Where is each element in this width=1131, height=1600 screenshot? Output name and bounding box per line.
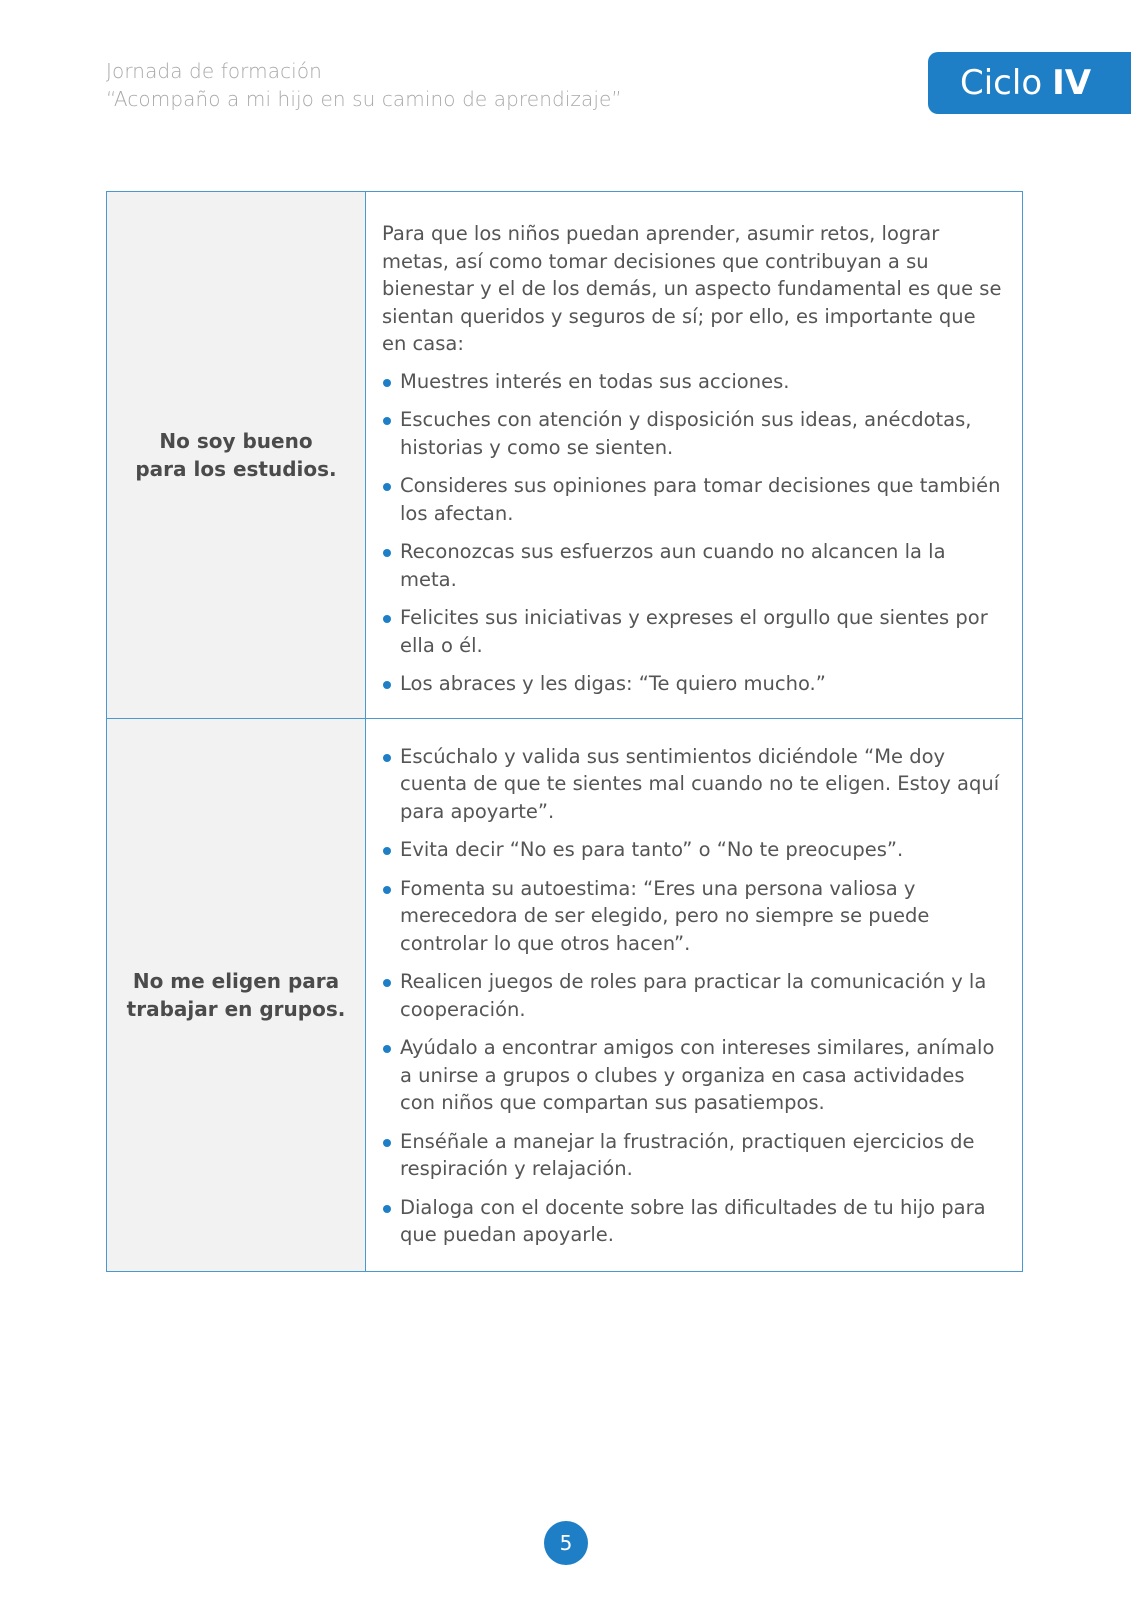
- list-item: [382, 1194, 1002, 1249]
- cycle-badge: [928, 52, 1131, 114]
- list-item-text: Escuches con atención y disposición sus ideas, anécdotas, historias y como se sienten.: [400, 408, 972, 459]
- bullet-icon: [383, 1205, 391, 1213]
- row-label-line: para los estudios.: [135, 456, 337, 481]
- list-item: [382, 472, 1002, 527]
- list-item: [382, 406, 1002, 461]
- list-item-text: Ayúdalo a encontrar amigos con intereses similares, anímalo a unirse a grupos o clubes y organiza en casa actividades con niños que compartan sus pasatiempos.: [400, 1036, 995, 1114]
- list-item-text: Los abraces y les digas: “Te quiero mucho.”: [400, 672, 826, 695]
- intro-paragraph: Para que los niños puedan aprender, asumir retos, lograr metas, así como tomar decisiones que contribuyan a su bienestar y el de los demás, un aspecto fundamental es que se sientan queridos y seguros de sí; por ello, es importante que en casa:: [382, 222, 1002, 355]
- bullet-icon: [383, 1045, 391, 1053]
- bullet-icon: [383, 847, 391, 855]
- page-number: 5: [544, 1521, 588, 1565]
- list-item: [382, 1128, 1002, 1183]
- list-item-text: Dialoga con el docente sobre las dificultades de tu hijo para que puedan apoyarle.: [400, 1195, 986, 1246]
- list-item: [382, 968, 1002, 1023]
- document-header: [106, 57, 622, 113]
- list-item: [382, 875, 1002, 958]
- bullet-icon: [383, 379, 391, 387]
- list-item: [382, 670, 1002, 698]
- list-item: [382, 368, 1002, 396]
- list-item-text: Consideres sus opiniones para tomar decisiones que también los afectan.: [400, 474, 1001, 525]
- bullet-icon: [383, 754, 391, 762]
- row-label-cell: [107, 192, 366, 719]
- list-item: [382, 538, 1002, 593]
- list-item-text: Evita decir “No es para tanto” o “No te preocupes”.: [400, 838, 904, 861]
- bullet-icon: [383, 886, 391, 894]
- bullet-icon: [383, 1139, 391, 1147]
- list-item-text: Escúchalo y valida sus sentimientos diciéndole “Me doy cuenta de que te sientes mal cuando no te eligen. Estoy aquí para apoyarte”.: [400, 744, 1000, 823]
- row-label-line: No soy bueno: [159, 428, 313, 453]
- bullet-icon: [383, 681, 391, 689]
- table-row: [107, 718, 1023, 1271]
- row-label-cell: [107, 718, 366, 1271]
- row-content-cell: [366, 718, 1023, 1271]
- table-row: [107, 192, 1023, 719]
- header-line-1: Jornada de formación: [106, 59, 322, 83]
- cycle-badge-number: IV: [1052, 63, 1092, 103]
- list-item-text: Enséñale a manejar la frustración, practiquen ejercicios de respiración y relajación.: [400, 1129, 975, 1180]
- cycle-badge-label: Ciclo: [960, 63, 1043, 103]
- bullet-list: [382, 743, 1002, 1249]
- bullet-icon: [383, 979, 391, 987]
- list-item: [382, 1034, 1002, 1117]
- list-item: [382, 604, 1002, 659]
- list-item: [382, 743, 1002, 826]
- bullet-list: [382, 368, 1002, 698]
- row-label-line: trabajar en grupos.: [126, 996, 346, 1021]
- row-content-cell: [366, 192, 1023, 719]
- bullet-icon: [383, 615, 391, 623]
- list-item-text: Realicen juegos de roles para practicar la comunicación y la cooperación.: [400, 970, 987, 1021]
- list-item-text: Muestres interés en todas sus acciones.: [400, 369, 790, 393]
- bullet-icon: [383, 549, 391, 557]
- list-item-text: Fomenta su autoestima: “Eres una persona valiosa y merecedora de ser elegido, pero no siempre se puede controlar lo que otros hacen”.: [400, 876, 930, 955]
- bullet-icon: [383, 483, 391, 491]
- row-label-line: No me eligen para: [132, 968, 340, 993]
- list-item-text: Felicites sus iniciativas y expreses el orgullo que sientes por ella o él.: [400, 606, 988, 657]
- list-item: [382, 836, 1002, 864]
- guidance-table: [106, 191, 1023, 1272]
- bullet-icon: [383, 417, 391, 425]
- header-line-2: “Acompaño a mi hijo en su camino de aprendizaje”: [106, 87, 622, 111]
- list-item-text: Reconozcas sus esfuerzos aun cuando no alcancen la la meta.: [400, 540, 946, 591]
